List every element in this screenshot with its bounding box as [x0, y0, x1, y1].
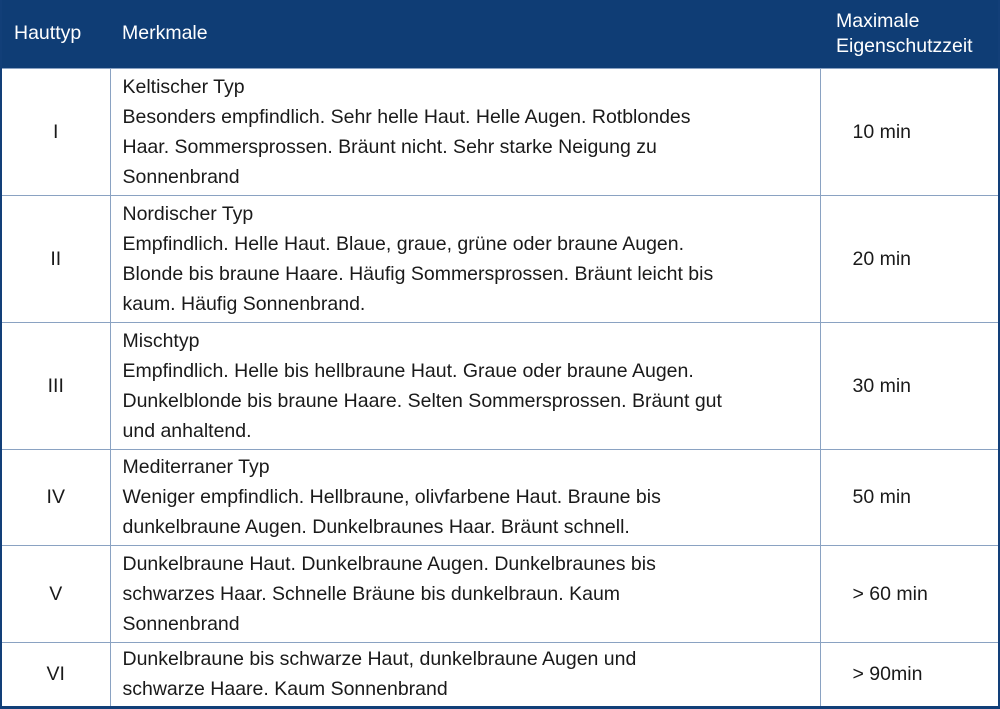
features-line: schwarzes Haar. Schnelle Bräune bis dunkelbraun. Kaum — [122, 582, 621, 605]
features-title: Nordischer Typ — [122, 202, 254, 225]
table-row — [2, 545, 998, 642]
protection-time-cell: 20 min — [820, 195, 998, 322]
skin-type-cell: V — [2, 545, 110, 642]
features-line: Dunkelbraune bis schwarze Haut, dunkelbraune Augen und — [122, 648, 637, 671]
features-title: Mediterraner Typ — [122, 456, 270, 478]
features-line: Sonnenbrand — [122, 165, 240, 188]
features-line: kaum. Häufig Sonnenbrand. — [122, 292, 366, 315]
features-line: dunkelbraune Augen. Dunkelbraunes Haar. Bräunt schnell. — [122, 516, 630, 538]
table-row — [2, 68, 998, 195]
features-cell — [110, 68, 820, 195]
header-time-line1: Maximale — [836, 9, 920, 32]
header-eigenschutzzeit — [820, 0, 998, 68]
table-header — [2, 0, 998, 68]
skin-type-table — [2, 0, 998, 706]
features-cell — [110, 642, 820, 706]
features-line: Empfindlich. Helle Haut. Blaue, graue, grüne oder braune Augen. — [122, 232, 685, 255]
skin-type-cell: VI — [2, 642, 110, 706]
features-cell — [110, 322, 820, 449]
table-row — [2, 322, 998, 449]
features-line: Blonde bis braune Haare. Häufig Sommersprossen. Bräunt leicht bis — [122, 262, 714, 285]
features-line: Dunkelbraune Haut. Dunkelbraune Augen. Dunkelbraunes bis — [122, 552, 656, 575]
features-cell — [110, 449, 820, 545]
skin-type-cell: III — [2, 322, 110, 449]
protection-time-cell: 10 min — [820, 68, 998, 195]
features-line: Empfindlich. Helle bis hellbraune Haut. Graue oder braune Augen. — [122, 359, 694, 382]
protection-time-cell: 30 min — [820, 322, 998, 449]
skin-type-cell: II — [2, 195, 110, 322]
protection-time-cell: > 60 min — [820, 545, 998, 642]
features-line: Besonders empfindlich. Sehr helle Haut. Helle Augen. Rotblondes — [122, 105, 691, 128]
features-line: Haar. Sommersprossen. Bräunt nicht. Sehr starke Neigung zu — [122, 135, 657, 158]
features-line: und anhaltend. — [122, 419, 252, 442]
table-row — [2, 449, 998, 545]
protection-time-cell: 50 min — [820, 449, 998, 545]
protection-time-cell: > 90min — [820, 642, 998, 706]
features-line: schwarze Haare. Kaum Sonnenbrand — [122, 678, 448, 701]
header-hauttyp: Hauttyp — [14, 22, 82, 45]
header-merkmale: Merkmale — [122, 22, 208, 45]
table-row — [2, 195, 998, 322]
table-body — [2, 68, 998, 706]
features-line: Weniger empfindlich. Hellbraune, olivfarbene Haut. Braune bis — [122, 486, 661, 508]
features-line: Sonnenbrand — [122, 612, 240, 635]
skin-type-cell: IV — [2, 449, 110, 545]
features-title: Mischtyp — [122, 329, 200, 352]
features-line: Dunkelblonde bis braune Haare. Selten Sommersprossen. Bräunt gut — [122, 389, 722, 412]
header-row — [2, 0, 998, 68]
table-row — [2, 642, 998, 706]
features-cell — [110, 195, 820, 322]
features-cell — [110, 545, 820, 642]
skin-type-cell: I — [2, 68, 110, 195]
features-title: Keltischer Typ — [122, 75, 245, 98]
header-time-line2: Eigenschutzzeit — [836, 34, 973, 57]
